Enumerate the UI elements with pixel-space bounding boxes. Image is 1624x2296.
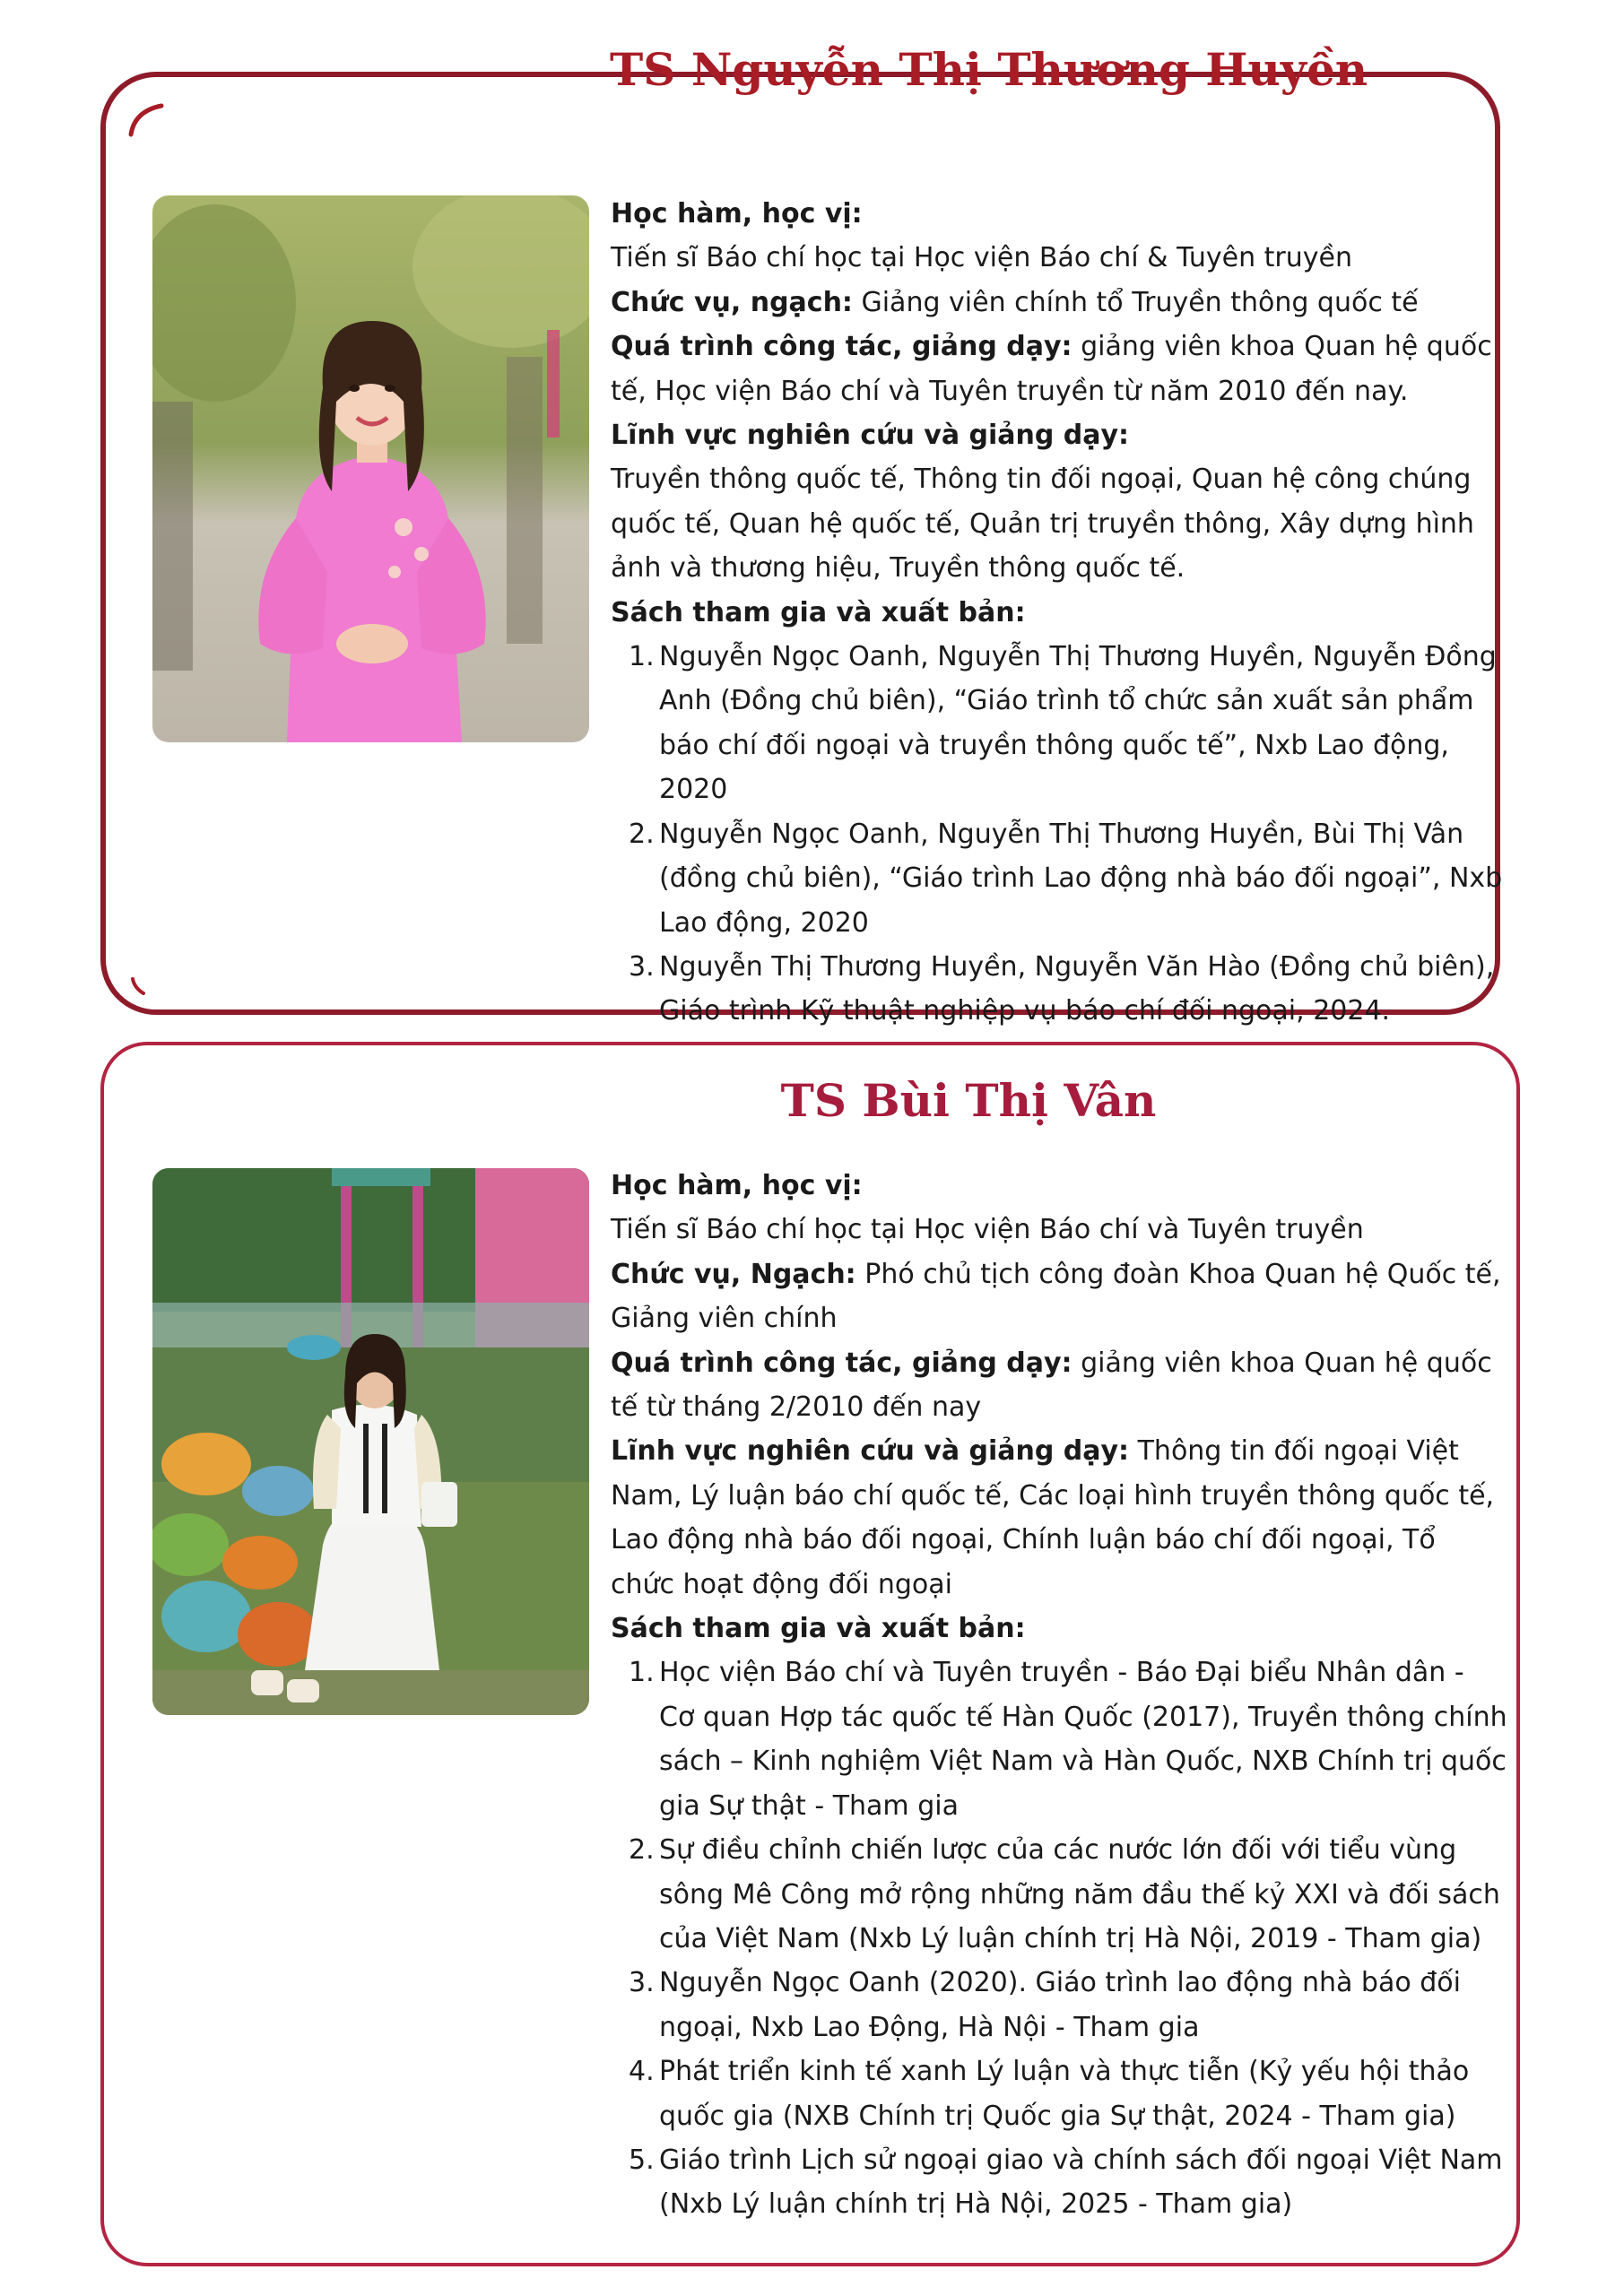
position-section — [611, 1252, 1507, 1341]
books-label: Sách tham gia và xuất bản: — [611, 1613, 1026, 1645]
portrait-photo — [152, 195, 589, 742]
books-list — [611, 635, 1507, 1034]
degree-section — [611, 1164, 1507, 1208]
degree-label: Học hàm, học vị: — [611, 1170, 863, 1201]
list-item: 2. Nguyễn Ngọc Oanh, Nguyễn Thị Thương Huyền, Bùi Thị Vân (đồng chủ biên), “Giáo trình Lao động nhà báo đối ngoại”, Nxb Lao động, 2020 — [629, 818, 1503, 939]
books-section — [611, 1607, 1507, 1651]
research-label: Lĩnh vực nghiên cứu và giảng dạy: — [611, 1435, 1130, 1468]
position-label: Chức vụ, ngạch: — [611, 286, 853, 318]
profile-name: TS Bùi Thị Vân — [780, 1074, 1157, 1127]
research-value: Thông tin đối ngoại Việt Nam, Lý luận báo chí quốc tế, Các loại hình truyền thông quốc tế, Lao động nhà báo đối ngoại, Chính luận báo chí đối ngoại, Tổ chức hoạt động đối ngoại — [611, 1435, 1495, 1600]
career-section — [611, 325, 1507, 413]
list-item: 1. Học viện Báo chí và Tuyên truyền - Báo Đại biểu Nhân dân - Cơ quan Hợp tác quốc tế Hàn Quốc (2017), Truyền thông chính sách – Kinh nghiệm Việt Nam và Hàn Quốc, NXB Chính trị quốc gia Sự thật - Tham gia — [629, 1657, 1507, 1822]
position-label: Chức vụ, Ngạch: — [611, 1258, 856, 1290]
research-value: Truyền thông quốc tế, Thông tin đối ngoại, Quan hệ công chúng quốc tế, Quan hệ quốc tế, Quản trị truyền thông, Xây dựng hình ảnh và thương hiệu, Truyền thông quốc tế. — [611, 464, 1474, 585]
list-item: 3. Nguyễn Thị Thương Huyền, Nguyễn Văn Hào (Đồng chủ biên), Giáo trình Kỹ thuật nghiệp vụ báo chí đối ngoại, 2024. — [629, 950, 1495, 1027]
corner-accent-icon — [127, 975, 154, 1002]
degree-value: Tiến sĩ Báo chí học tại Học viện Báo chí & Tuyên truyền — [611, 242, 1352, 274]
books-section — [611, 591, 1507, 635]
position-value: Giảng viên chính tổ Truyền thông quốc tế — [852, 286, 1419, 318]
career-label: Quá trình công tác, giảng dạy: — [611, 1347, 1073, 1379]
career-value: giảng viên khoa Quan hệ quốc tế, Học viện Báo chí và Tuyên truyền từ năm 2010 đến nay. — [611, 331, 1492, 407]
position-value: Phó chủ tịch công đoàn Khoa Quan hệ Quốc tế, Giảng viên chính — [611, 1258, 1501, 1335]
list-item: 5. Giáo trình Lịch sử ngoại giao và chính sách đối ngoại Việt Nam (Nxb Lý luận chính trị Hà Nội, 2025 - Tham gia) — [629, 2144, 1503, 2221]
career-label: Quá trình công tác, giảng dạy: — [611, 331, 1073, 363]
profile-bio — [611, 1164, 1507, 2227]
portrait-photo — [152, 1168, 589, 1715]
research-label: Lĩnh vực nghiên cứu và giảng dạy: — [611, 420, 1130, 452]
books-label: Sách tham gia và xuất bản: — [611, 596, 1026, 628]
position-section — [611, 281, 1507, 325]
profile-bio — [611, 192, 1507, 1034]
portrait-image — [152, 195, 589, 742]
career-section — [611, 1341, 1507, 1430]
degree-section — [611, 192, 1507, 236]
career-value: giảng viên khoa Quan hệ quốc tế từ tháng 2/2010 đến nay — [611, 1347, 1492, 1424]
profile-name: TS Nguyễn Thị Thương Huyền — [610, 43, 1368, 96]
books-list — [611, 1651, 1507, 2226]
research-section — [611, 413, 1507, 457]
list-item: 4. Phát triển kinh tế xanh Lý luận và thực tiễn (Kỷ yếu hội thảo quốc gia (NXB Chính trị Quốc gia Sự thật, 2024 - Tham gia) — [629, 2056, 1470, 2132]
list-item: 1. Nguyễn Ngọc Oanh, Nguyễn Thị Thương Huyền, Nguyễn Đồng Anh (Đồng chủ biên), “Giáo trình tổ chức sản xuất sản phẩm báo chí đối ngoại và truyền thông quốc tế”, Nxb Lao động, 2020 — [629, 641, 1497, 806]
degree-label: Học hàm, học vị: — [611, 198, 863, 230]
degree-value: Tiến sĩ Báo chí học tại Học viện Báo chí và Tuyên truyền — [611, 1214, 1364, 1246]
corner-accent-icon — [126, 99, 179, 152]
portrait-image — [152, 1168, 589, 1715]
list-item: 2. Sự điều chỉnh chiến lược của các nước lớn đối với tiểu vùng sông Mê Công mở rộng những năm đầu thế kỷ XXI và đối sách của Việt Nam (Nxb Lý luận chính trị Hà Nội, 2019 - Tham gia) — [629, 1834, 1500, 1954]
research-section — [611, 1429, 1507, 1607]
list-item: 3. Nguyễn Ngọc Oanh (2020). Giáo trình lao động nhà báo đối ngoại, Nxb Lao Động, Hà Nội - Tham gia — [629, 1967, 1461, 2043]
